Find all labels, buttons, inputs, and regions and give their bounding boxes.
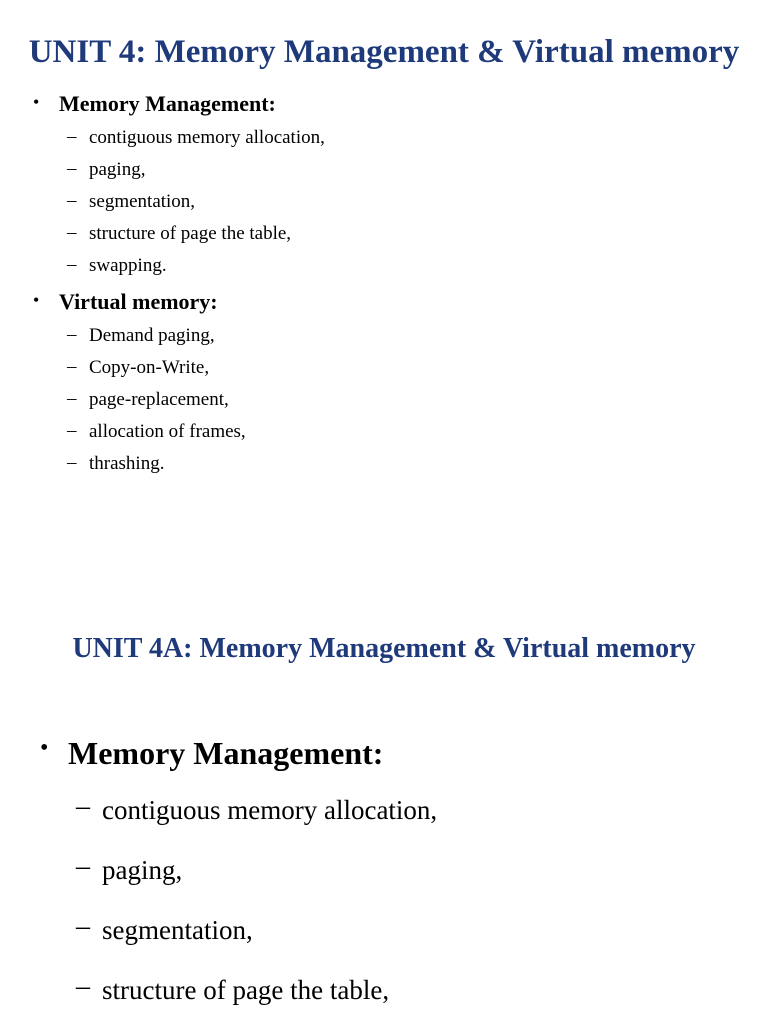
bullet-icon: •: [40, 735, 49, 761]
sub-list: [33, 122, 325, 282]
dash-icon: –: [67, 222, 77, 243]
list-item-text: structure of page the table,: [89, 223, 292, 244]
list-item: [40, 910, 437, 970]
list-item: [33, 154, 325, 186]
sub-list: [33, 320, 325, 480]
slide-1-title: UNIT 4: Memory Management & Virtual memory: [28, 34, 740, 70]
list-item-text: structure of page the table,: [102, 975, 390, 1005]
list-item: [40, 970, 437, 1030]
list-item-text: paging,: [89, 159, 146, 180]
dash-icon: –: [67, 126, 77, 147]
dash-icon: –: [76, 851, 90, 882]
list-item-text: Copy-on-Write,: [89, 357, 210, 378]
slide-1: [0, 0, 768, 500]
sub-list: [40, 790, 437, 1030]
list-item: [40, 850, 437, 910]
dash-icon: –: [67, 190, 77, 211]
list-item: [33, 384, 325, 416]
section-heading-text: Virtual memory:: [59, 289, 218, 314]
dash-icon: –: [67, 452, 77, 473]
section-heading: [33, 284, 325, 320]
list-item: [33, 352, 325, 384]
list-item: [33, 416, 325, 448]
dash-icon: –: [67, 388, 77, 409]
bullet-icon: •: [33, 290, 40, 310]
section-memory-management: [33, 86, 325, 282]
list-item: [40, 790, 437, 850]
section-memory-management: [40, 728, 437, 1030]
list-item-text: Demand paging,: [89, 325, 215, 346]
list-item: [33, 250, 325, 282]
dash-icon: –: [67, 356, 77, 377]
slide-2: [0, 600, 768, 1024]
slide-2-sections: [40, 728, 437, 1030]
list-item: [33, 320, 325, 352]
section-heading-text: Memory Management:: [68, 735, 384, 771]
dash-icon: –: [76, 791, 90, 822]
dash-icon: –: [67, 158, 77, 179]
section-virtual-memory: [33, 284, 325, 480]
dash-icon: –: [67, 324, 77, 345]
slide-1-sections: [33, 86, 325, 480]
list-item-text: thrashing.: [89, 453, 165, 474]
list-item-text: contiguous memory allocation,: [89, 127, 325, 148]
list-item: [33, 122, 325, 154]
section-heading-text: Memory Management:: [59, 91, 276, 116]
list-item-text: segmentation,: [89, 191, 196, 212]
dash-icon: –: [76, 911, 90, 942]
list-item-text: page-replacement,: [89, 389, 229, 410]
section-heading: [40, 728, 437, 778]
section-heading: [33, 86, 325, 122]
dash-icon: –: [67, 420, 77, 441]
dash-icon: –: [67, 254, 77, 275]
list-item-text: swapping.: [89, 255, 167, 276]
list-item-text: paging,: [102, 855, 183, 885]
list-item-text: contiguous memory allocation,: [102, 795, 438, 825]
dash-icon: –: [76, 971, 90, 1002]
list-item: [33, 218, 325, 250]
list-item: [33, 186, 325, 218]
slide-2-title: UNIT 4A: Memory Management & Virtual memory: [72, 633, 696, 664]
bullet-icon: •: [33, 92, 40, 112]
list-item: [33, 448, 325, 480]
list-item-text: segmentation,: [102, 915, 253, 945]
list-item-text: allocation of frames,: [89, 421, 246, 442]
